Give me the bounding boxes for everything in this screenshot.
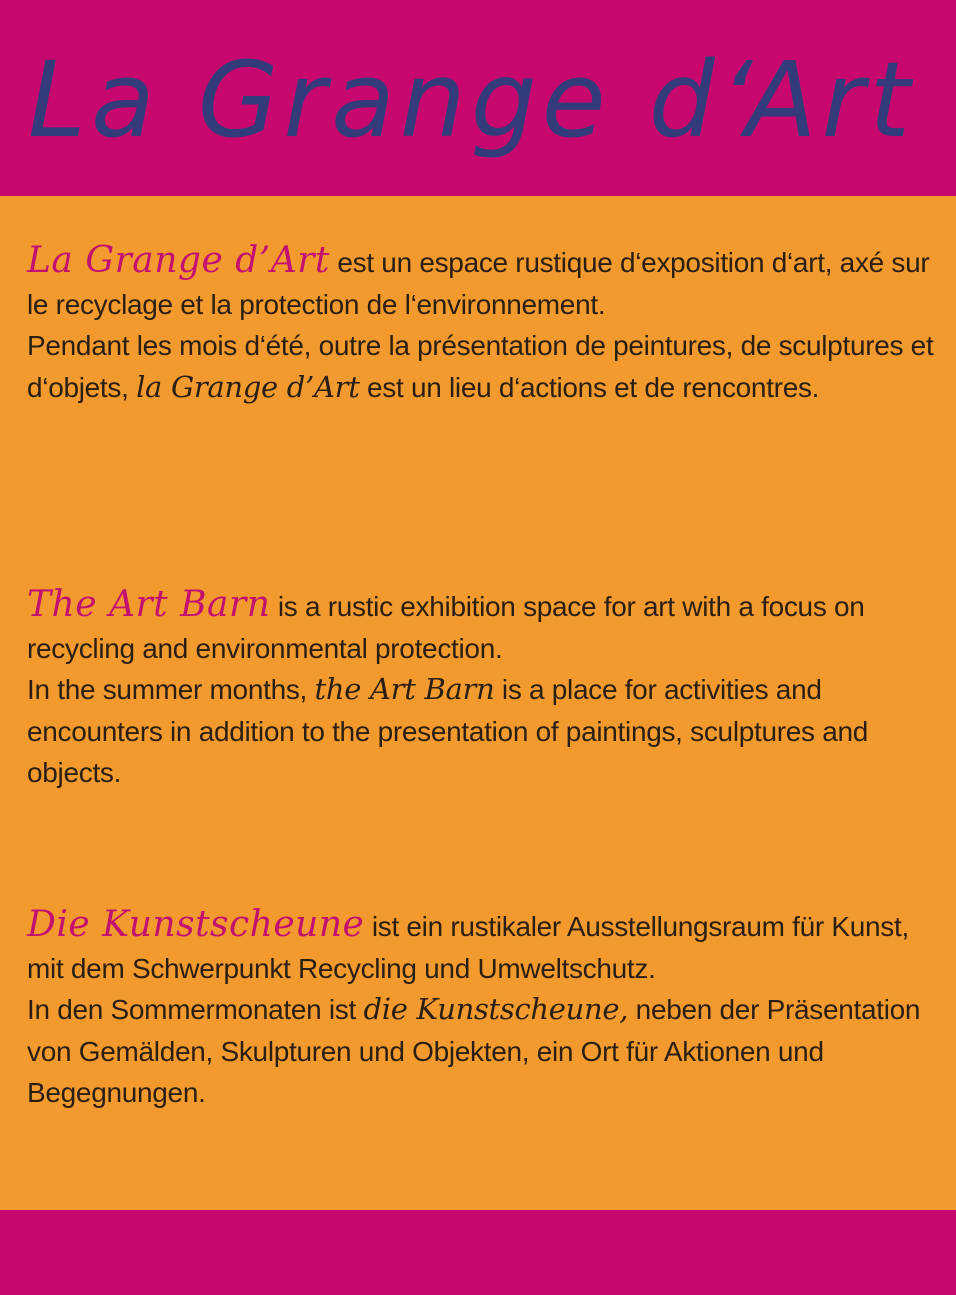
- french-inline-name: la Grange d’Art: [136, 369, 360, 404]
- english-body-after: is a place for activities and encounters in addition to the presentation of paintings, sculptures and objects.: [27, 674, 869, 788]
- english-intro-paragraph: [27, 584, 937, 669]
- page-title: La Grange d‘Art: [28, 39, 916, 161]
- english-body-paragraph: [27, 669, 937, 794]
- section-english: [27, 584, 937, 794]
- brand-name-german: Die Kunstscheune: [27, 904, 365, 945]
- brand-name-french: La Grange d’Art: [27, 240, 330, 281]
- german-body-before: In den Sommermonaten ist: [27, 994, 364, 1025]
- section-french: [27, 240, 937, 408]
- footer-band: [0, 1210, 956, 1295]
- french-body-after: est un lieu d‘actions et de rencontres.: [359, 371, 820, 403]
- header-banner: [0, 0, 956, 196]
- german-body-paragraph: [27, 989, 937, 1114]
- german-body-after: neben der Präsentation von Gemälden, Skulpturen und Objekten, ein Ort für Aktionen und Begegnungen.: [27, 994, 921, 1108]
- french-body-before: Pendant les mois d‘été, outre la présentation de peintures, de sculptures et d‘objets,: [27, 330, 934, 403]
- french-intro-text: est un espace rustique d‘exposition d‘art, axé sur le recyclage et la protection de l‘environnement.: [27, 247, 930, 320]
- content-panel: [0, 196, 956, 1210]
- german-intro-text: ist ein rustikaler Ausstellungsraum für Kunst, mit dem Schwerpunkt Recycling und Umweltschutz.: [27, 911, 909, 984]
- german-inline-name: die Kunstscheune,: [363, 992, 629, 1026]
- section-german: [27, 904, 937, 1114]
- english-intro-text: is a rustic exhibition space for art with a focus on recycling and environmental protection.: [27, 591, 865, 664]
- english-inline-name: the Art Barn: [314, 672, 495, 706]
- german-intro-paragraph: [27, 904, 937, 989]
- brand-name-english: The Art Barn: [27, 584, 271, 625]
- english-body-before: In the summer months,: [27, 674, 315, 705]
- french-intro-paragraph: [27, 240, 937, 325]
- french-body-paragraph: [27, 325, 937, 408]
